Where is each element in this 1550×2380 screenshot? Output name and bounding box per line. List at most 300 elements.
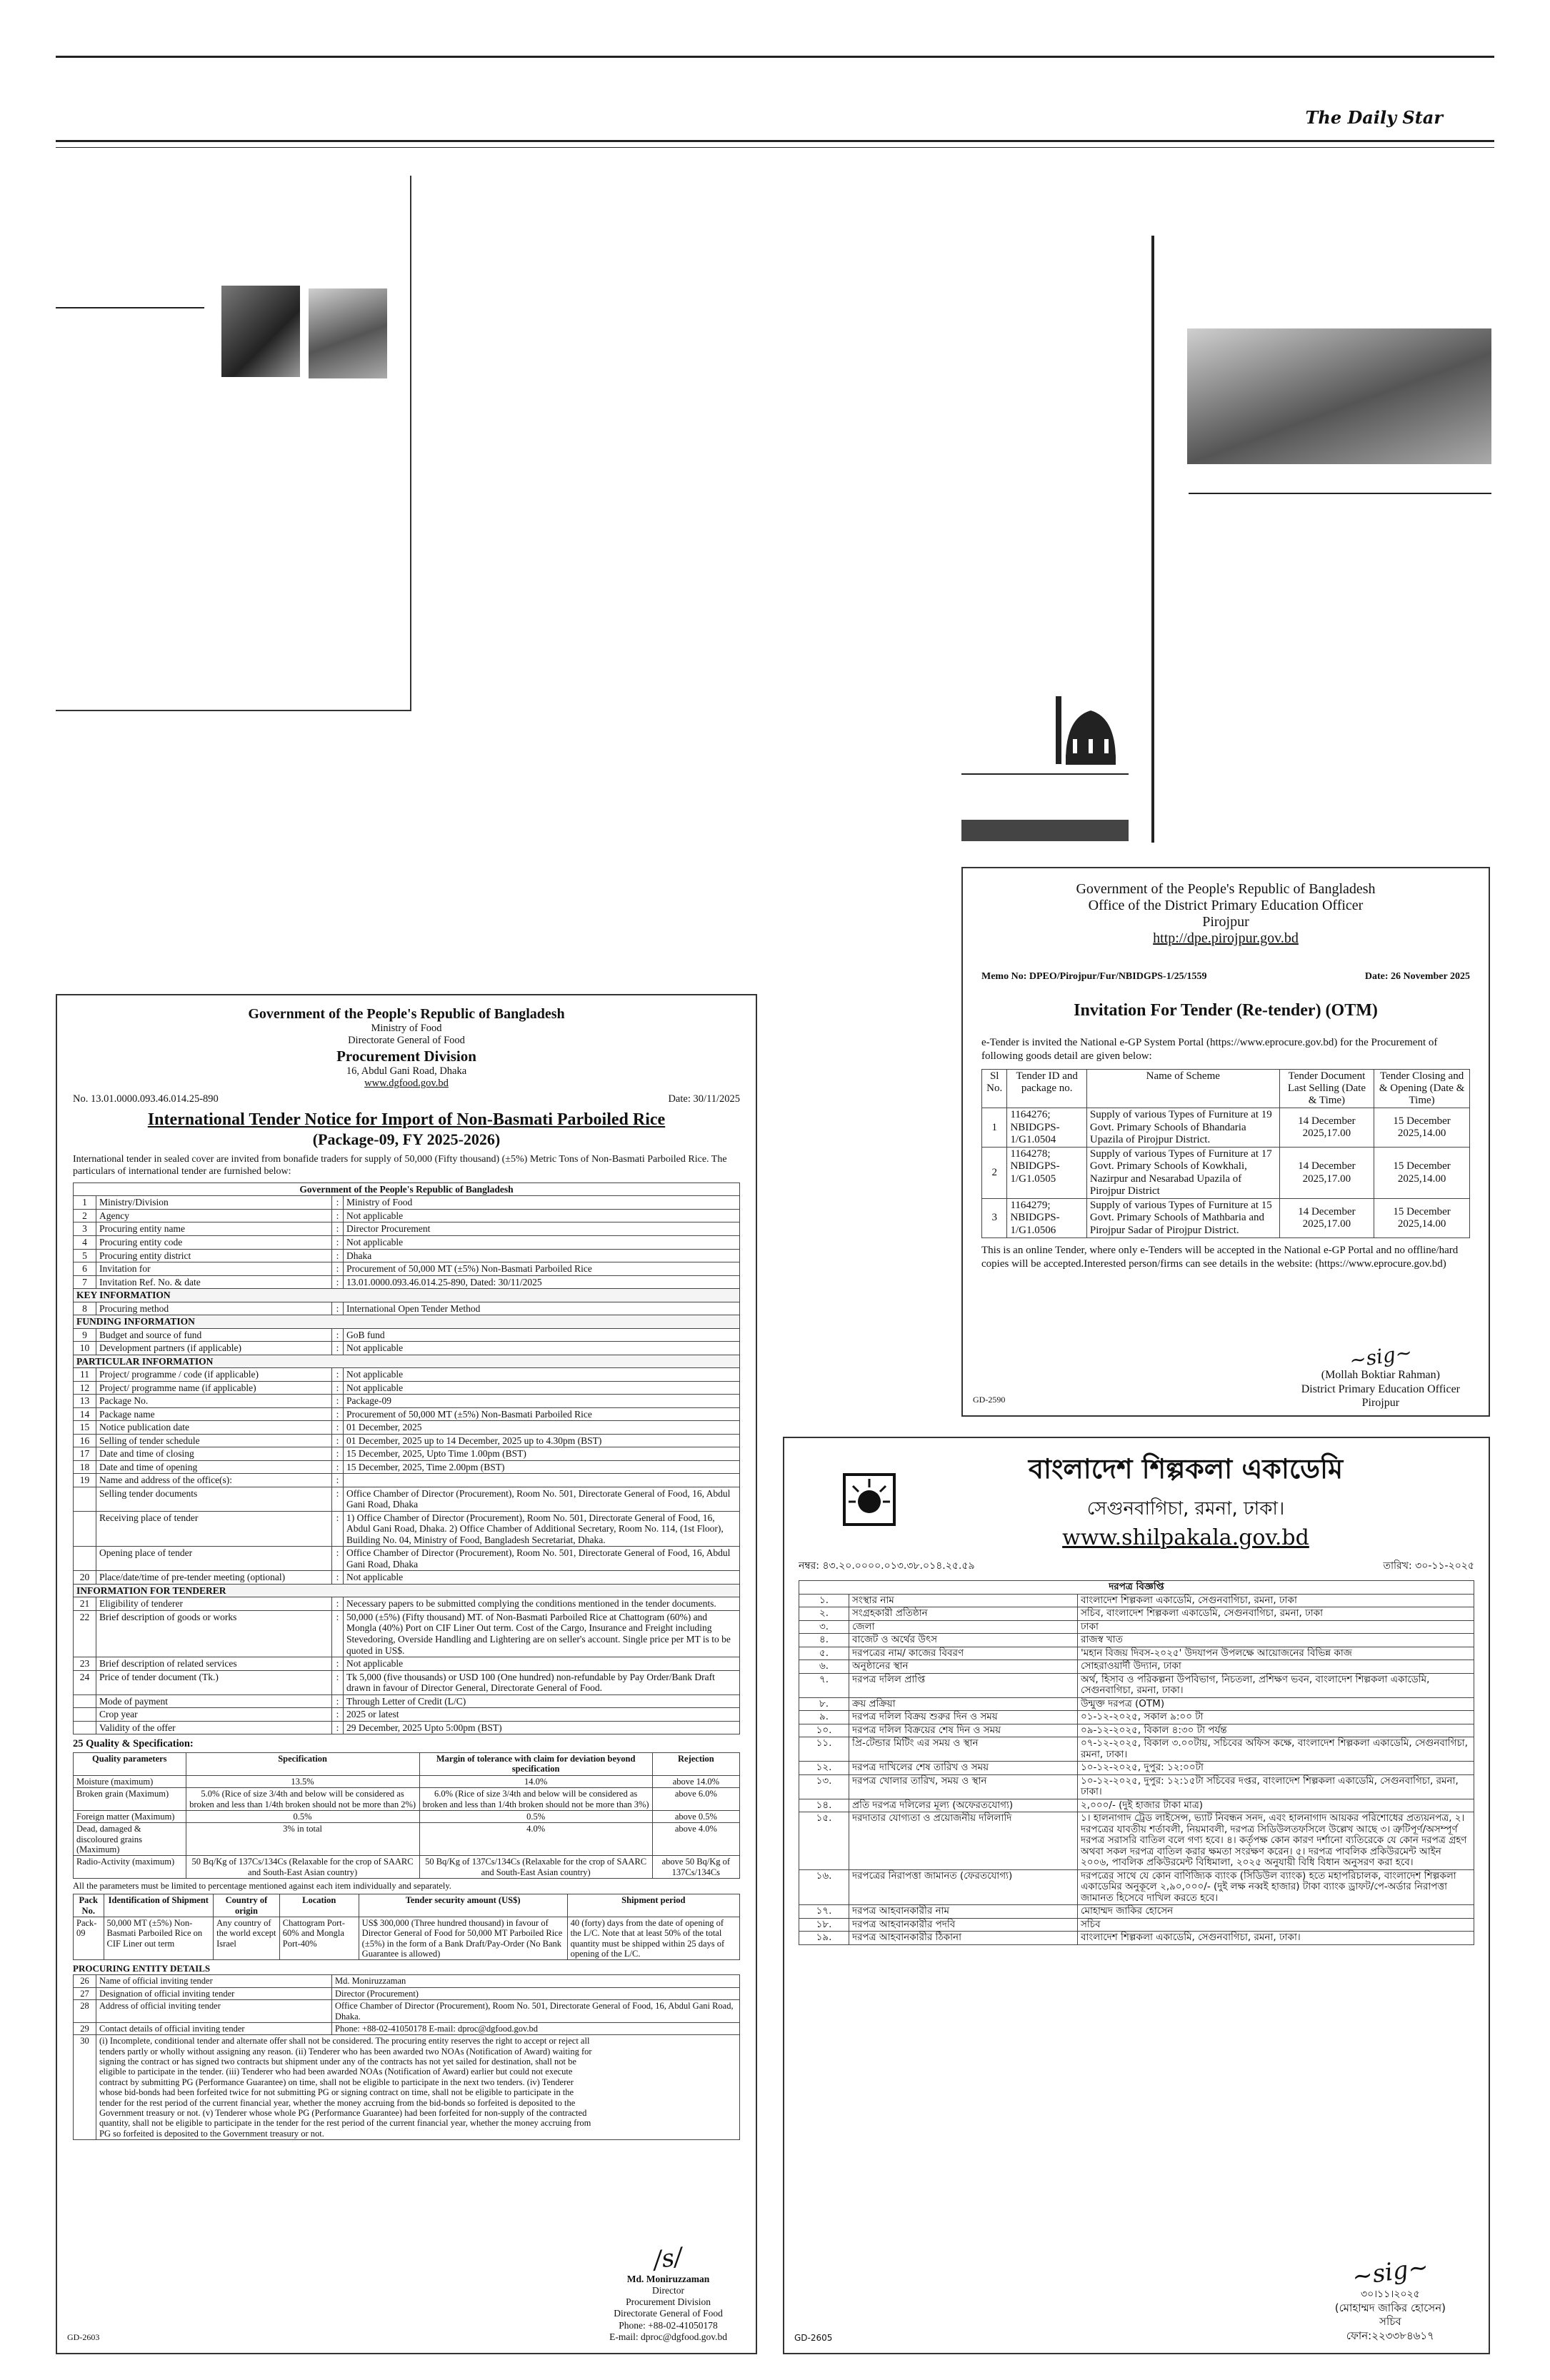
section-heading: FUNDING INFORMATION — [74, 1315, 740, 1329]
table-row — [74, 1381, 740, 1395]
row-value: Not applicable — [344, 1368, 740, 1382]
table-row — [799, 1724, 1474, 1737]
row-colon: : — [332, 1381, 344, 1395]
row-number: 26 — [74, 1975, 96, 1987]
signature-mark: ~sig~ — [1347, 1340, 1414, 1372]
table-row — [74, 1249, 740, 1262]
table-row — [74, 1547, 740, 1571]
table-row — [799, 1905, 1474, 1919]
row-number: ১৫. — [799, 1812, 849, 1870]
row-value — [344, 1474, 740, 1487]
column-header: Specification — [186, 1753, 419, 1776]
signatory-line: Phone: +88-02-41050178 — [619, 2319, 718, 2331]
section-heading: KEY INFORMATION — [74, 1289, 740, 1302]
row-value: ১। হালনাগাদ ট্রেড লাইসেন্স, ভ্যাট নিবন্ধন সনদ, এবং হালনাগাদ আয়কর পরিশোধের প্রত্যয়নপত্র, ২। দরপত্রের যাবতীয় শর্তাবলী, নিয়মাবলী, দরপত্র সিডিউলতফসিলে উল্লেখ আছে ৩। ত্রুটিপূর্ণ/অসম্পূর্ণ দরপত্র সরাসরি বাতিল বলে গণ্য হবে। ৪। কর্তৃপক্ষ কোন কারণ দর্শানো ব্যতিরেকে যে কোন দরপত্র গ্রহণ অথবা সকল দরপত্র বাতিল করার ক্ষমতা সংরক্ষণ করেন। ৫। দরপত্র পাবলিক প্রকিউরমেন্ট আইন ২০০৬, পাবলিক প্রকিউরমেন্ট বিধিমালা, ২০২৫ অনুযায়ী বিধি বিধান অনুসরণ করা হবে। — [1078, 1812, 1474, 1870]
row-value: Not applicable — [344, 1342, 740, 1355]
row-value: Office Chamber of Director (Procurement), Room No. 501, Directorate General of Food, 16, Abdul Gani Road, Dhaka — [344, 1547, 740, 1571]
row-number: ৯. — [799, 1711, 849, 1724]
row-value: Not applicable — [344, 1236, 740, 1250]
table-row — [74, 1196, 740, 1210]
signatory-name: (মোহাম্মদ জাকির হোসেন) — [1334, 2301, 1446, 2314]
table-header — [982, 1069, 1470, 1108]
table-row — [799, 1918, 1474, 1932]
table-row — [74, 1434, 740, 1447]
table-row — [799, 1607, 1474, 1621]
table-row — [74, 2035, 740, 2140]
row-key: বাজেট ও অর্থের উৎস — [849, 1634, 1078, 1647]
table-row — [74, 1597, 740, 1611]
table-row — [74, 1328, 740, 1342]
table-row — [799, 1634, 1474, 1647]
table-row — [799, 1812, 1474, 1870]
row-value: Package-09 — [344, 1395, 740, 1408]
tender-notice-pirojpur — [961, 867, 1490, 1417]
memo-number: Memo No: DPEO/Pirojpur/Fur/NBIDGPS-1/25/1559 — [981, 971, 1207, 982]
row-colon: : — [332, 1460, 344, 1474]
row-number: 24 — [74, 1670, 96, 1694]
table-row — [74, 1694, 740, 1708]
table-cell: 3 — [982, 1199, 1007, 1238]
row-key: Project/ programme / code (if applicable) — [96, 1368, 332, 1382]
row-number: 9 — [74, 1328, 96, 1342]
table-row — [74, 1810, 740, 1822]
procuring-entity-title: PROCURING ENTITY DETAILS — [73, 1963, 211, 1974]
table-row — [74, 1447, 740, 1461]
row-value: 01 December, 2025 — [344, 1421, 740, 1435]
table-row — [74, 1975, 740, 1987]
row-value: বাংলাদেশ শিল্পকলা একাডেমি, সেগুনবাগিচা, রমনা, ঢাকা। — [1078, 1932, 1474, 1945]
row-colon: : — [332, 1670, 344, 1694]
row-colon: : — [332, 1547, 344, 1571]
row-key: Package No. — [96, 1395, 332, 1408]
table-row — [74, 1236, 740, 1250]
table-row — [74, 1368, 740, 1382]
scheme-table — [981, 1069, 1470, 1238]
table-cell: 1164278; NBIDGPS-1/G1.0505 — [1007, 1148, 1086, 1199]
table-cell: Radio-Activity (maximum) — [74, 1856, 186, 1879]
table-row — [799, 1762, 1474, 1775]
signatory-line: E-mail: dproc@dgfood.gov.bd — [609, 2331, 727, 2342]
table-row — [74, 1856, 740, 1879]
table-cell: 14 December 2025,17.00 — [1279, 1108, 1374, 1148]
table-cell: Supply of various Types of Furniture at 17 Govt. Primary Schools of Kowkhali, Nazirpur and Nesarabad Upazila of Pirojpur District — [1086, 1148, 1279, 1199]
table-cell: Broken grain (Maximum) — [74, 1788, 186, 1811]
row-number: 8 — [74, 1302, 96, 1315]
row-value: উন্মুক্ত দরপত্র (OTM) — [1078, 1697, 1474, 1711]
row-number: 4 — [74, 1236, 96, 1250]
row-key: Opening place of tender — [96, 1547, 332, 1571]
table-cell: 15 December 2025,14.00 — [1374, 1199, 1470, 1238]
row-number: ১৪. — [799, 1799, 849, 1812]
row-number: 23 — [74, 1657, 96, 1671]
columnist-photo-2 — [309, 288, 387, 378]
table-row — [74, 1460, 740, 1474]
row-number: ৪. — [799, 1634, 849, 1647]
row-value: 15 December, 2025, Upto Time 1.00pm (BST) — [344, 1447, 740, 1461]
table-row — [799, 1774, 1474, 1799]
row-key: Procuring entity district — [96, 1249, 332, 1262]
signatory-line: Procurement Division — [626, 2296, 711, 2308]
row-value: বাংলাদেশ শিল্পকলা একাডেমি, সেগুনবাগিচা, রমনা, ঢাকা — [1078, 1594, 1474, 1607]
table-row — [799, 1737, 1474, 1762]
row-number — [74, 1721, 96, 1734]
row-colon: : — [332, 1721, 344, 1734]
row-value: Not applicable — [344, 1657, 740, 1671]
row-key: Invitation Ref. No. & date — [96, 1275, 332, 1289]
row-value: Necessary papers to be submitted complying the conditions mentioned in the tender documents. — [344, 1597, 740, 1611]
table-cell: 1 — [982, 1108, 1007, 1148]
row-colon: : — [332, 1407, 344, 1421]
table-row — [74, 1222, 740, 1236]
mosque-icon — [1051, 689, 1123, 768]
row-key: Receiving place of tender — [96, 1511, 332, 1547]
row-colon: : — [332, 1262, 344, 1276]
row-number: 5 — [74, 1249, 96, 1262]
row-value: ০৭-১২-২০২৫, বিকাল ৩.০০টায়, সচিবের অফিস কক্ষে, বাংলাদেশ শিল্পকলা একাডেমি, সেগুনবাগিচা, রমনা, ঢাকা। — [1078, 1737, 1474, 1762]
table-cell: 40 (forty) days from the date of opening of the L/C. Note that at least 50% of the total quantity must be shipped within 25 days of opening of the L/C. — [567, 1917, 739, 1960]
table-row — [799, 1799, 1474, 1812]
column-header: Shipment period — [567, 1894, 739, 1917]
procuring-entity-table — [73, 1974, 740, 2140]
column-header: Pack No. — [74, 1894, 104, 1917]
table-cell: 50 Bq/Kg of 137Cs/134Cs (Relaxable for the crop of SAARC and South-East Asian country) — [186, 1856, 419, 1879]
table-cell: above 4.0% — [652, 1823, 739, 1856]
notice-subtitle: (Package-09, FY 2025-2026) — [312, 1130, 501, 1148]
row-number: ১৩. — [799, 1774, 849, 1799]
table-cell: 2 — [982, 1148, 1007, 1199]
row-key: দরপত্র দলিল বিক্রয়ের শেষ দিন ও সময় — [849, 1724, 1078, 1737]
row-colon: : — [332, 1275, 344, 1289]
row-key: Place/date/time of pre-tender meeting (optional) — [96, 1571, 332, 1585]
table-row — [799, 1594, 1474, 1607]
table-row — [74, 1262, 740, 1276]
row-value: অর্থ, হিসাব ও পরিকল্পনা উপবিভাগ, নিচতলা, প্রশিক্ষণ ভবন, বাংলাদেশ শিল্পকলা একাডেমি, সেগুনবাগিচা, রমনা, ঢাকা। — [1078, 1673, 1474, 1697]
table-cell: Foreign matter (Maximum) — [74, 1810, 186, 1822]
right-column-divider — [1151, 236, 1154, 843]
signatory-line: Director — [652, 2285, 685, 2296]
signatory-title: সচিব — [1379, 2315, 1401, 2328]
row-key: Procuring entity name — [96, 1222, 332, 1236]
table-row — [74, 1355, 740, 1368]
row-number: 11 — [74, 1368, 96, 1382]
row-key: দরপত্র দলিল বিক্রয় শুরুর দিন ও সময় — [849, 1711, 1078, 1724]
table-cell: 13.5% — [186, 1775, 419, 1787]
table-row — [74, 1421, 740, 1435]
row-number: ১৮. — [799, 1918, 849, 1932]
table-cell: 3% in total — [186, 1823, 419, 1856]
row-number: 22 — [74, 1610, 96, 1657]
row-value: ১০-১২-২০২৫, দুপুর: ১২:১৫টা সচিবের দপ্তর, বাংলাদেশ শিল্পকলা একাডেমি, সেগুনবাগিচা, রমনা, ঢাকা। — [1078, 1774, 1474, 1799]
row-key: জেলা — [849, 1620, 1078, 1634]
row-value: সোহরাওয়ার্দী উদ্যান, ঢাকা — [1078, 1660, 1474, 1674]
row-number: 3 — [74, 1222, 96, 1236]
table-row — [74, 1302, 740, 1315]
article-left-box — [56, 176, 411, 711]
row-number: 6 — [74, 1262, 96, 1276]
row-number: ১৬. — [799, 1869, 849, 1905]
gd-code: GD-2605 — [794, 2333, 833, 2343]
signature-mark: ~sig~ — [1350, 2252, 1431, 2292]
row-value: সচিব, বাংলাদেশ শিল্পকলা একাডেমি, সেগুনবাগিচা, রমনা, ঢাকা — [1078, 1607, 1474, 1621]
row-colon: : — [332, 1447, 344, 1461]
row-value: ০৯-১২-২০২৫, বিকাল ৪:৩০ টা পর্যন্ত — [1078, 1724, 1474, 1737]
row-key: Contact details of official inviting tender — [96, 2022, 332, 2034]
signature-block — [1301, 1340, 1460, 1410]
quality-note: All the parameters must be limited to percentage mentioned against each item individually and separately. — [73, 1881, 451, 1892]
row-key: দরপত্র আহবানকারীর নাম — [849, 1905, 1078, 1919]
row-colon: : — [332, 1694, 344, 1708]
row-value: 15 December, 2025, Time 2.00pm (BST) — [344, 1460, 740, 1474]
row-colon: : — [332, 1342, 344, 1355]
office-place: Pirojpur — [1202, 914, 1249, 930]
row-value: 2025 or latest — [344, 1708, 740, 1722]
row-number: ১১. — [799, 1737, 849, 1762]
row-number: 18 — [74, 1460, 96, 1474]
table-row — [74, 1407, 740, 1421]
row-number: 16 — [74, 1434, 96, 1447]
row-value: Director Procurement — [344, 1222, 740, 1236]
row-key: Date and time of closing — [96, 1447, 332, 1461]
gd-code: GD-2603 — [67, 2332, 100, 2342]
row-number: 10 — [74, 1342, 96, 1355]
table-cell: 1164279; NBIDGPS-1/G1.0506 — [1007, 1199, 1086, 1238]
column-header: Tender Document Last Selling (Date & Time) — [1279, 1069, 1374, 1108]
row-number — [74, 1708, 96, 1722]
row-number: 30 — [74, 2035, 96, 2140]
row-value: Phone: +88-02-41050178 E-mail: dproc@dgfood.gov.bd — [332, 2022, 740, 2034]
tender-details-heading: দরপত্র বিজ্ঞপ্তি — [799, 1581, 1474, 1595]
row-value: 01 December, 2025 up to 14 December, 2025 up to 4.30pm (BST) — [344, 1434, 740, 1447]
row-key: Selling tender documents — [96, 1487, 332, 1511]
office-name: Office of the District Primary Education Officer — [1088, 898, 1364, 913]
row-key: Designation of official inviting tender — [96, 1987, 332, 1999]
table-cell: Chattogram Port-60% and Mongla Port-40% — [279, 1917, 359, 1960]
row-value: Procurement of 50,000 MT (±5%) Non-Basmati Parboiled Rice — [344, 1407, 740, 1421]
office-url[interactable]: http://dpe.pirojpur.gov.bd — [1153, 930, 1299, 946]
invitation-intro: e-Tender is invited the National e-GP System Portal (https://www.eprocure.gov.bd) for the Procurement of following goods detail are given below: — [981, 1037, 1438, 1062]
row-key: Notice publication date — [96, 1421, 332, 1435]
column-header: Identification of Shipment — [104, 1894, 214, 1917]
row-key: Name of official inviting tender — [96, 1975, 332, 1987]
table-row — [799, 1711, 1474, 1724]
table-row — [799, 1620, 1474, 1634]
row-colon: : — [332, 1196, 344, 1210]
row-key: Eligibility of tenderer — [96, 1597, 332, 1611]
row-key: Date and time of opening — [96, 1460, 332, 1474]
row-colon: : — [332, 1610, 344, 1657]
gov-heading: Government of the People's Republic of Bangladesh — [248, 1006, 565, 1022]
table-cell: 50 Bq/Kg of 137Cs/134Cs (Relaxable for the crop of SAARC and South-East Asian country) — [419, 1856, 652, 1879]
table-cell: 1164276; NBIDGPS-1/G1.0504 — [1007, 1108, 1086, 1148]
table-row — [74, 1209, 740, 1222]
table-row — [74, 1487, 740, 1511]
row-number: ২. — [799, 1607, 849, 1621]
table-cell: 0.5% — [419, 1810, 652, 1822]
row-value: মোহাম্মদ জাকির হোসেন — [1078, 1905, 1474, 1919]
signature-block — [1334, 2252, 1446, 2343]
ministry: Ministry of Food — [371, 1023, 442, 1034]
table-cell: Moisture (maximum) — [74, 1775, 186, 1787]
table-row — [74, 1708, 740, 1722]
table-row — [74, 2000, 740, 2023]
row-number — [74, 1547, 96, 1571]
row-key: দরপত্র আহবানকারীর পদবি — [849, 1918, 1078, 1932]
website-link[interactable]: www.dgfood.gov.bd — [364, 1078, 449, 1090]
notice-intro: International tender in sealed cover are invited from bonafide traders for supply of 50,000 (Fifty thousand) (±5%) Metric Tons of Non-Basmati Parboiled Rice. The particulars of international tender are furnished below: — [73, 1153, 727, 1178]
row-key: Ministry/Division — [96, 1196, 332, 1210]
particulars-table-heading: Government of the People's Republic of Bangladesh — [74, 1183, 740, 1196]
table-row — [74, 1788, 740, 1811]
table-header — [74, 1894, 740, 1917]
columnist-photo-1 — [221, 286, 300, 377]
tender-notice-dgfood — [56, 994, 757, 2354]
row-number: ১. — [799, 1594, 849, 1607]
row-colon: : — [332, 1395, 344, 1408]
table-row — [982, 1148, 1470, 1199]
table-row — [74, 1584, 740, 1597]
signatory-place: Pirojpur — [1361, 1396, 1400, 1409]
column-header: Tender Closing and & Opening (Date & Time) — [1374, 1069, 1470, 1108]
right-article-rule — [1189, 493, 1491, 494]
row-value: Md. Moniruzzaman — [332, 1975, 740, 1987]
row-key: Development partners (if applicable) — [96, 1342, 332, 1355]
table-row — [74, 1721, 740, 1734]
table-cell: 50,000 MT (±5%) Non-Basmati Parboiled Rice on CIF Liner out term — [104, 1917, 214, 1960]
row-key: Procuring method — [96, 1302, 332, 1315]
row-number: 1 — [74, 1196, 96, 1210]
row-value: GoB fund — [344, 1328, 740, 1342]
memo-date: Date: 26 November 2025 — [1364, 971, 1470, 982]
table-row — [74, 1657, 740, 1671]
row-value: ০১-১২-২০২৫, সকাল ৯:০০ টা — [1078, 1711, 1474, 1724]
memo-date: তারিখ: ৩০-১১-২০২৫ — [1383, 1560, 1474, 1572]
table-row — [74, 1987, 740, 1999]
table-row — [74, 1670, 740, 1694]
signatory-details — [609, 2285, 727, 2343]
row-value: সচিব — [1078, 1918, 1474, 1932]
row-value: Tk 5,000 (five thousands) or USD 100 (One hundred) non-refundable by Pay Order/Bank Draft drawn in favour of Director General, Directorate General of Food. — [344, 1670, 740, 1694]
table-cell: Supply of various Types of Furniture at 15 Govt. Primary Schools of Mathbaria and Pirojpur Sadar of Pirojpur District. — [1086, 1199, 1279, 1238]
row-colon: : — [332, 1421, 344, 1435]
row-value: Dhaka — [344, 1249, 740, 1262]
article-left-rule — [56, 307, 204, 308]
row-number: ৮. — [799, 1697, 849, 1711]
table-row — [799, 1660, 1474, 1674]
signature-date: ৩০।১১।২০২৫ — [1360, 2289, 1420, 2301]
table-row — [74, 1775, 740, 1787]
row-value: 'মহান বিজয় দিবস-২০২৫' উদযাপন উপলক্ষে আয়োজনের বিভিন্ন কাজ — [1078, 1647, 1474, 1660]
table-cell: Any country of the world except Israel — [214, 1917, 280, 1960]
table-row — [799, 1647, 1474, 1660]
row-number: 29 — [74, 2022, 96, 2034]
row-value: 13.01.0000.093.46.014.25-890, Dated: 30/11/2025 — [344, 1275, 740, 1289]
column-header: Sl No. — [982, 1069, 1007, 1108]
column-header: Margin of tolerance with claim for deviation beyond specification — [419, 1753, 652, 1776]
tender-details-table — [799, 1580, 1474, 1945]
row-value: Office Chamber of Director (Procurement), Room No. 501, Directorate General of Food, 16, Abdul Gani Road, Dhaka — [344, 1487, 740, 1511]
row-colon: : — [332, 1487, 344, 1511]
tender-notice-shilpakala — [783, 1437, 1490, 2354]
row-colon: : — [332, 1236, 344, 1250]
row-colon: : — [332, 1328, 344, 1342]
table-row — [74, 2022, 740, 2034]
academy-website[interactable]: www.shilpakala.gov.bd — [1062, 1525, 1309, 1550]
gov-heading: Government of the People's Republic of Bangladesh — [1076, 881, 1376, 897]
column-header: Quality parameters — [74, 1753, 186, 1776]
row-value: দরপত্রের সাথে যে কোন বাণিজ্যিক ব্যাংক (সিডিউল ব্যাংক) হতে মহাপরিচালক, বাংলাদেশ শিল্পকলা একাডেমির অনুকূলে ২,৯০,০০০/- (দুই লক্ষ নব্বই হাজার) টাকা ব্যাংক ড্রাফট/পে-অর্ডার নিরাপত্তা জামানত হিসেবে দাখিল করতে হবে। — [1078, 1869, 1474, 1905]
row-key: প্রতি দরপত্র দলিলের মূল্য (অফেরতযোগ্য) — [849, 1799, 1078, 1812]
table-row — [74, 1289, 740, 1302]
column-header: Tender security amount (US$) — [359, 1894, 567, 1917]
table-row — [74, 1571, 740, 1585]
signatory-line: Directorate General of Food — [614, 2308, 723, 2319]
notice-title: International Tender Notice for Import of Non-Basmati Parboiled Rice — [147, 1110, 666, 1129]
table-row — [74, 1275, 740, 1289]
row-colon: : — [332, 1249, 344, 1262]
table-row — [799, 1673, 1474, 1697]
table-cell: Supply of various Types of Furniture at 19 Govt. Primary Schools of Bhandaria Upazila of Pirojpur District. — [1086, 1108, 1279, 1148]
row-number: 27 — [74, 1987, 96, 1999]
row-number: ৬. — [799, 1660, 849, 1674]
right-rule-a — [961, 773, 1129, 775]
row-number: 15 — [74, 1421, 96, 1435]
row-value: International Open Tender Method — [344, 1302, 740, 1315]
table-row — [982, 1108, 1470, 1148]
row-colon: : — [332, 1222, 344, 1236]
masthead-rule-2 — [56, 147, 1494, 148]
table-row — [74, 1395, 740, 1408]
table-cell: Dead, damaged & discoloured grains (Maximum) — [74, 1823, 186, 1856]
row-value: 50,000 (±5%) (Fifty thousand) MT. of Non-Basmati Parboiled Rice at Chattogram (60%) and Mongla (40%) Port on CIF Liner Out term. Cost of the Cargo, Insurance and Freight including Stevedoring, Overside Handling and Lightering are on seller's account. Single price per MT is to be quoted in US$. — [344, 1610, 740, 1657]
row-key: প্রি-টেন্ডার মিটিং এর সময় ও স্থান — [849, 1737, 1078, 1762]
event-group-photo — [1187, 328, 1491, 464]
row-value: Procurement of 50,000 MT (±5%) Non-Basmati Parboiled Rice — [344, 1262, 740, 1276]
online-note: This is an online Tender, where only e-Tenders will be accepted in the National e-GP Portal and no offline/hard copies will be accepted.Interested person/firms can see details in the website: (https://www.eprocure.gov.bd) — [981, 1244, 1459, 1270]
row-key: Price of tender document (Tk.) — [96, 1670, 332, 1694]
table-row — [982, 1199, 1470, 1238]
row-colon: : — [332, 1474, 344, 1487]
invitation-title: Invitation For Tender (Re-tender) (OTM) — [1074, 1001, 1378, 1020]
row-number: 17 — [74, 1447, 96, 1461]
conditions-text: (i) Incomplete, conditional tender and alternate offer shall not be considered. The procuring entity reserves the right to accept or reject all tenders partly or wholly without assigning any reason. (ii) Tenderer who has been awarded two NOAs (Notification of Award) waiting for signing the contract or has signed two contracts but shipment under any of the contracts has not yet sailed for destination, shall not be eligible to participate in the tender. (iii) Tenderer who had been awarded NOAs (Notification of Award) earlier but could not execute contract by submitting PG (Performance Guarantee) on time, shall not be eligible to participate in the next two tenders. (iv) Tenderer whose bid-bonds had been forfeited twice for not submitting PG or signing contract on time, shall not be eligible to participate in the tender for the rest period of the current financial year, whether the money accruing from the bid-bonds so forfeited is deposited to the Government treasury or not. (v) Tenderer whose whole PG (Performance Guarantee) had been forfeited for non-supply of the contracted quantity, shall not be eligible to participate in the tender for the rest period of the current financial year, whether the money accruing from PG so forfeited is deposited to the Government treasury or not. — [96, 2035, 740, 2140]
signature-mark: /s/ — [651, 2242, 685, 2275]
memo-number: No. 13.01.0000.093.46.014.25-890 — [73, 1093, 219, 1105]
academy-logo-icon — [841, 1472, 897, 1527]
particulars-table — [73, 1183, 740, 1734]
row-number: 7 — [74, 1275, 96, 1289]
row-key: Project/ programme name (if applicable) — [96, 1381, 332, 1395]
row-key: দরপত্র খোলার তারিখ, সময় ও স্থান — [849, 1774, 1078, 1799]
row-colon: : — [332, 1434, 344, 1447]
row-number: 12 — [74, 1381, 96, 1395]
row-number: ১৯. — [799, 1932, 849, 1945]
row-value: ২,০০০/- (দুই হাজার টাকা মাত্র) — [1078, 1799, 1474, 1812]
table-cell: 6.0% (Rice of size 3/4th and below will be considered as broken and less than 1/4th broken should not be more than 3%) — [419, 1788, 652, 1811]
gd-code: GD-2590 — [973, 1395, 1006, 1405]
row-key: Invitation for — [96, 1262, 332, 1276]
masthead-rule-1 — [56, 140, 1494, 142]
table-row — [74, 1342, 740, 1355]
row-key: ক্রয় প্রক্রিয়া — [849, 1697, 1078, 1711]
row-key: Address of official inviting tender — [96, 2000, 332, 2023]
table-cell: 14.0% — [419, 1775, 652, 1787]
table-cell: 14 December 2025,17.00 — [1279, 1199, 1374, 1238]
row-number — [74, 1487, 96, 1511]
row-value: Not applicable — [344, 1571, 740, 1585]
table-header — [74, 1753, 740, 1776]
top-rule — [56, 56, 1494, 58]
row-number: 28 — [74, 2000, 96, 2023]
